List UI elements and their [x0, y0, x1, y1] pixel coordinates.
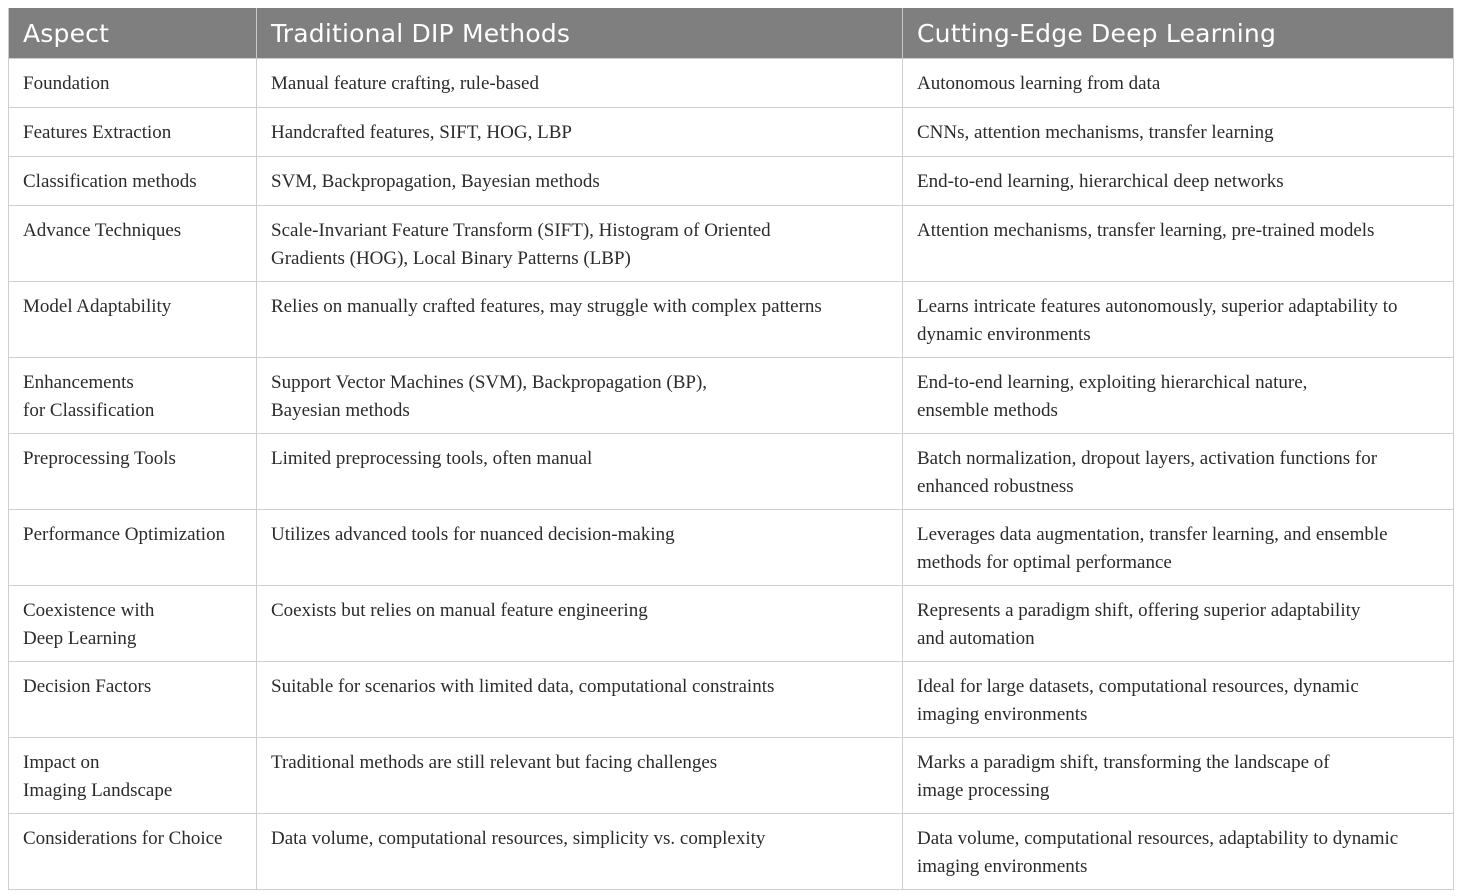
cell-deep-learning: Marks a paradigm shift, transforming the landscape of image processing: [903, 738, 1454, 814]
cell-deep-learning: Leverages data augmentation, transfer learning, and ensemble methods for optimal performance: [903, 510, 1454, 586]
cell-traditional: Limited preprocessing tools, often manual: [257, 434, 903, 510]
table-row: [9, 586, 1454, 662]
cell-deep-learning: End-to-end learning, exploiting hierarchical nature, ensemble methods: [903, 358, 1454, 434]
table-row: [9, 282, 1454, 358]
cell-traditional: Data volume, computational resources, simplicity vs. complexity: [257, 814, 903, 890]
cell-aspect: Enhancements for Classification: [9, 358, 257, 434]
cell-deep-learning: End-to-end learning, hierarchical deep networks: [903, 157, 1454, 206]
table-row: [9, 510, 1454, 586]
cell-aspect: Coexistence with Deep Learning: [9, 586, 257, 662]
header-traditional-dip: Traditional DIP Methods: [257, 8, 903, 59]
cell-deep-learning: Data volume, computational resources, adaptability to dynamic imaging environments: [903, 814, 1454, 890]
cell-aspect: Advance Techniques: [9, 206, 257, 282]
header-deep-learning: Cutting-Edge Deep Learning: [903, 8, 1454, 59]
cell-traditional: Relies on manually crafted features, may struggle with complex patterns: [257, 282, 903, 358]
header-row: [9, 8, 1454, 59]
cell-traditional: Utilizes advanced tools for nuanced decision-making: [257, 510, 903, 586]
table-row: [9, 206, 1454, 282]
cell-traditional: Coexists but relies on manual feature engineering: [257, 586, 903, 662]
cell-deep-learning: Attention mechanisms, transfer learning, pre-trained models: [903, 206, 1454, 282]
cell-deep-learning: CNNs, attention mechanisms, transfer learning: [903, 108, 1454, 157]
table-row: [9, 814, 1454, 890]
cell-traditional: Manual feature crafting, rule-based: [257, 59, 903, 108]
cell-deep-learning: Learns intricate features autonomously, superior adaptability to dynamic environments: [903, 282, 1454, 358]
table-row: [9, 662, 1454, 738]
table-row: [9, 157, 1454, 206]
cell-aspect: Model Adaptability: [9, 282, 257, 358]
table-row: [9, 358, 1454, 434]
cell-traditional: Support Vector Machines (SVM), Backpropagation (BP), Bayesian methods: [257, 358, 903, 434]
cell-deep-learning: Batch normalization, dropout layers, activation functions for enhanced robustness: [903, 434, 1454, 510]
cell-aspect: Foundation: [9, 59, 257, 108]
table-row: [9, 738, 1454, 814]
cell-aspect: Preprocessing Tools: [9, 434, 257, 510]
comparison-table: [8, 8, 1454, 890]
cell-aspect: Features Extraction: [9, 108, 257, 157]
cell-traditional: Handcrafted features, SIFT, HOG, LBP: [257, 108, 903, 157]
cell-deep-learning: Autonomous learning from data: [903, 59, 1454, 108]
comparison-table-container: [8, 8, 1453, 890]
cell-aspect: Impact on Imaging Landscape: [9, 738, 257, 814]
table-body: [9, 59, 1454, 890]
table-row: [9, 59, 1454, 108]
table-row: [9, 434, 1454, 510]
table-row: [9, 108, 1454, 157]
header-aspect: Aspect: [9, 8, 257, 59]
cell-aspect: Classification methods: [9, 157, 257, 206]
cell-aspect: Decision Factors: [9, 662, 257, 738]
cell-traditional: Scale-Invariant Feature Transform (SIFT), Histogram of Oriented Gradients (HOG), Local Binary Patterns (LBP): [257, 206, 903, 282]
cell-traditional: Traditional methods are still relevant but facing challenges: [257, 738, 903, 814]
cell-aspect: Performance Optimization: [9, 510, 257, 586]
cell-deep-learning: Represents a paradigm shift, offering superior adaptability and automation: [903, 586, 1454, 662]
cell-aspect: Considerations for Choice: [9, 814, 257, 890]
cell-deep-learning: Ideal for large datasets, computational resources, dynamic imaging environments: [903, 662, 1454, 738]
cell-traditional: Suitable for scenarios with limited data, computational constraints: [257, 662, 903, 738]
table-header: [9, 8, 1454, 59]
cell-traditional: SVM, Backpropagation, Bayesian methods: [257, 157, 903, 206]
